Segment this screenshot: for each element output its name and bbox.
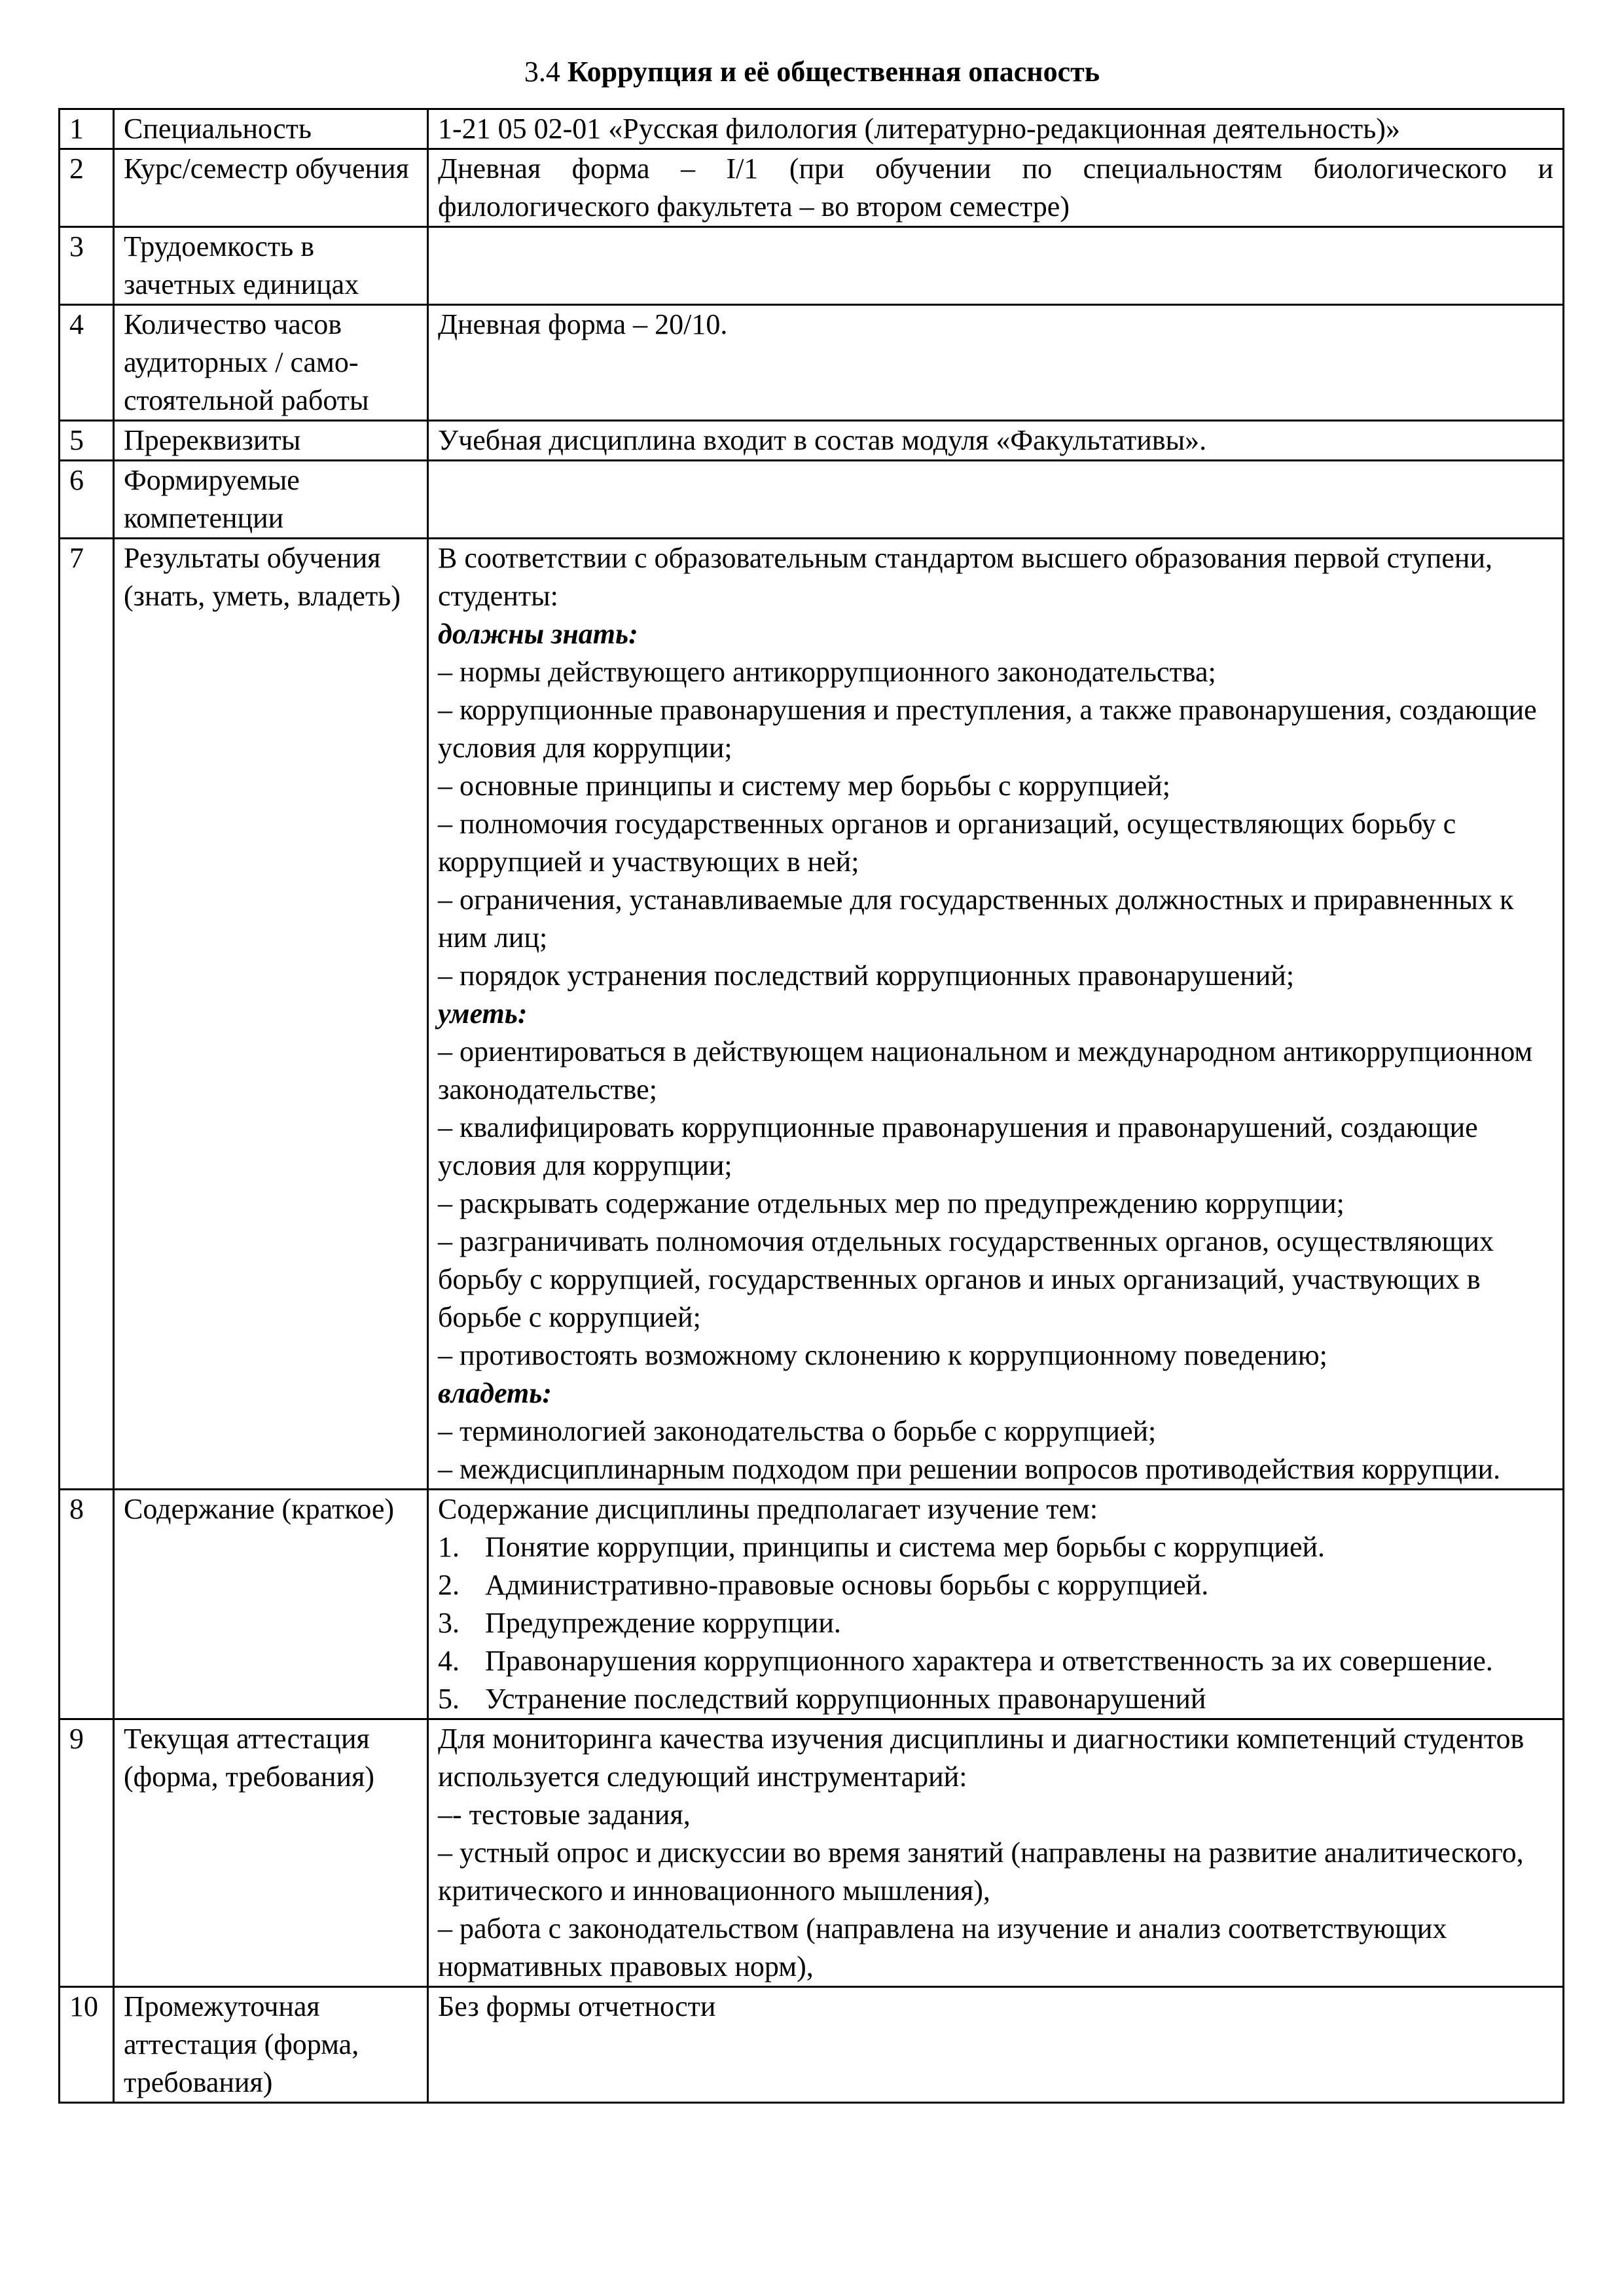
table-row [60, 539, 1564, 1490]
topic-text: Устранение последствий коррупционных правонарушений [485, 1683, 1206, 1715]
list-item: – квалифицировать коррупционные правонарушения и правонарушений, создающие условия для коррупции; [438, 1111, 1478, 1181]
row-label: Трудоемкость в зачетных единицах [114, 227, 428, 305]
row-content: Без формы отчетности [428, 1987, 1564, 2103]
table-row [60, 305, 1564, 421]
table-row [60, 227, 1564, 305]
row-label: Курс/семестр обучения [114, 149, 428, 227]
table-row [60, 149, 1564, 227]
list-item: – коррупционные правонарушения и преступления, а также правонарушения, создающие условия для коррупции; [438, 694, 1537, 764]
row-label: Специальность [114, 109, 428, 149]
row-number: 10 [60, 1987, 114, 2103]
section-title: Коррупция и её общественная опасность [567, 56, 1100, 88]
row-content: Дневная форма – I/1 (при обучении по специальностям биологического и филологического факультета – во втором семестре) [428, 149, 1564, 227]
table-row [60, 109, 1564, 149]
list-item [438, 1642, 1553, 1680]
list-item: –- тестовые задания, [438, 1799, 691, 1831]
row-content [428, 227, 1564, 305]
current-assessment [428, 1719, 1564, 1987]
outcomes-intro: В соответствии с образовательным стандартом высшего образования первой ступени, студенты: [438, 542, 1492, 612]
row-content: Дневная форма – 20/10. [428, 305, 1564, 421]
topic-text: Понятие коррупции, принципы и система мер борьбы с коррупцией. [485, 1531, 1326, 1563]
list-item [438, 1680, 1553, 1718]
section-number: 3.4 [524, 56, 560, 88]
row-content: 1-21 05 02-01 «Русская филология (литературно-редакционная деятельность)» [428, 109, 1564, 149]
list-item: – работа с законодательством (направлена на изучение и анализ соответствующих нормативных правовых норм), [438, 1912, 1447, 1982]
row-label: Количество часов аудиторных / само-стоятельной работы [114, 305, 428, 421]
topic-text: Правонарушения коррупционного характера и ответственность за их совершение. [485, 1645, 1493, 1677]
row-label: Пререквизиты [114, 421, 428, 461]
row-number: 7 [60, 539, 114, 1490]
row-label: Промежуточная аттестация (форма, требования) [114, 1987, 428, 2103]
row-content: Учебная дисциплина входит в состав модуля «Факультативы». [428, 421, 1564, 461]
list-item: – полномочия государственных органов и организаций, осуществляющих борьбу с коррупцией и участвующих в ней; [438, 808, 1456, 878]
topic-number: 5. [438, 1683, 460, 1715]
own-heading: владеть: [438, 1377, 552, 1409]
topic-text: Административно-правовые основы борьбы с коррупцией. [485, 1569, 1209, 1601]
row-number: 2 [60, 149, 114, 227]
list-item [438, 1566, 1553, 1604]
list-item: – основные принципы и систему мер борьбы с коррупцией; [438, 770, 1170, 802]
row-number: 4 [60, 305, 114, 421]
topic-text: Предупреждение коррупции. [485, 1607, 841, 1639]
list-item: – порядок устранения последствий коррупционных правонарушений; [438, 960, 1295, 992]
assessment-intro: Для мониторинга качества изучения дисциплины и диагностики компетенций студентов используется следующий инструментарий: [438, 1723, 1525, 1793]
table-row [60, 1490, 1564, 1719]
row-label: Результаты обучения (знать, уметь, владеть) [114, 539, 428, 1490]
list-item: – ограничения, устанавливаемые для государственных должностных и приравненных к ним лиц; [438, 884, 1514, 954]
topics-list [438, 1528, 1553, 1718]
row-content [428, 461, 1564, 539]
table-row [60, 1987, 1564, 2103]
list-item [438, 1604, 1553, 1642]
contents-intro: Содержание дисциплины предполагает изучение тем: [438, 1493, 1098, 1525]
table-row [60, 1719, 1564, 1987]
list-item: – противостоять возможному склонению к коррупционному поведению; [438, 1339, 1327, 1371]
syllabus-table [58, 108, 1564, 2104]
row-number: 1 [60, 109, 114, 149]
list-item [438, 1528, 1553, 1566]
row-number: 8 [60, 1490, 114, 1719]
list-item: – разграничивать полномочия отдельных государственных органов, осуществляющих борьбу с коррупцией, государственных органов и иных организаций, участвующих в борьбе с коррупцией; [438, 1225, 1494, 1333]
know-heading: должны знать: [438, 618, 638, 650]
list-item: – ориентироваться в действующем национальном и международном антикоррупционном законодательстве; [438, 1035, 1533, 1105]
row-number: 3 [60, 227, 114, 305]
learning-outcomes [428, 539, 1564, 1490]
list-item: – раскрывать содержание отдельных мер по предупреждению коррупции; [438, 1187, 1344, 1219]
topic-number: 4. [438, 1645, 460, 1677]
row-number: 6 [60, 461, 114, 539]
can-heading: уметь: [438, 997, 528, 1030]
course-contents [428, 1490, 1564, 1719]
table-row [60, 421, 1564, 461]
list-item: – устный опрос и дискуссии во время занятий (направлены на развитие аналитического, критического и инновационного мышления), [438, 1837, 1524, 1907]
topic-number: 3. [438, 1607, 460, 1639]
row-label: Содержание (краткое) [114, 1490, 428, 1719]
page-title [0, 52, 1624, 92]
list-item: – междисциплинарным подходом при решении вопросов противодействия коррупции. [438, 1453, 1501, 1485]
topic-number: 1. [438, 1531, 460, 1563]
row-number: 5 [60, 421, 114, 461]
row-label: Формируемые компетенции [114, 461, 428, 539]
table-row [60, 461, 1564, 539]
row-number: 9 [60, 1719, 114, 1987]
topic-number: 2. [438, 1569, 460, 1601]
row-label: Текущая аттестация (форма, требования) [114, 1719, 428, 1987]
list-item: – терминологией законодательства о борьбе с коррупцией; [438, 1415, 1157, 1447]
list-item: – нормы действующего антикоррупционного законодательства; [438, 656, 1216, 688]
